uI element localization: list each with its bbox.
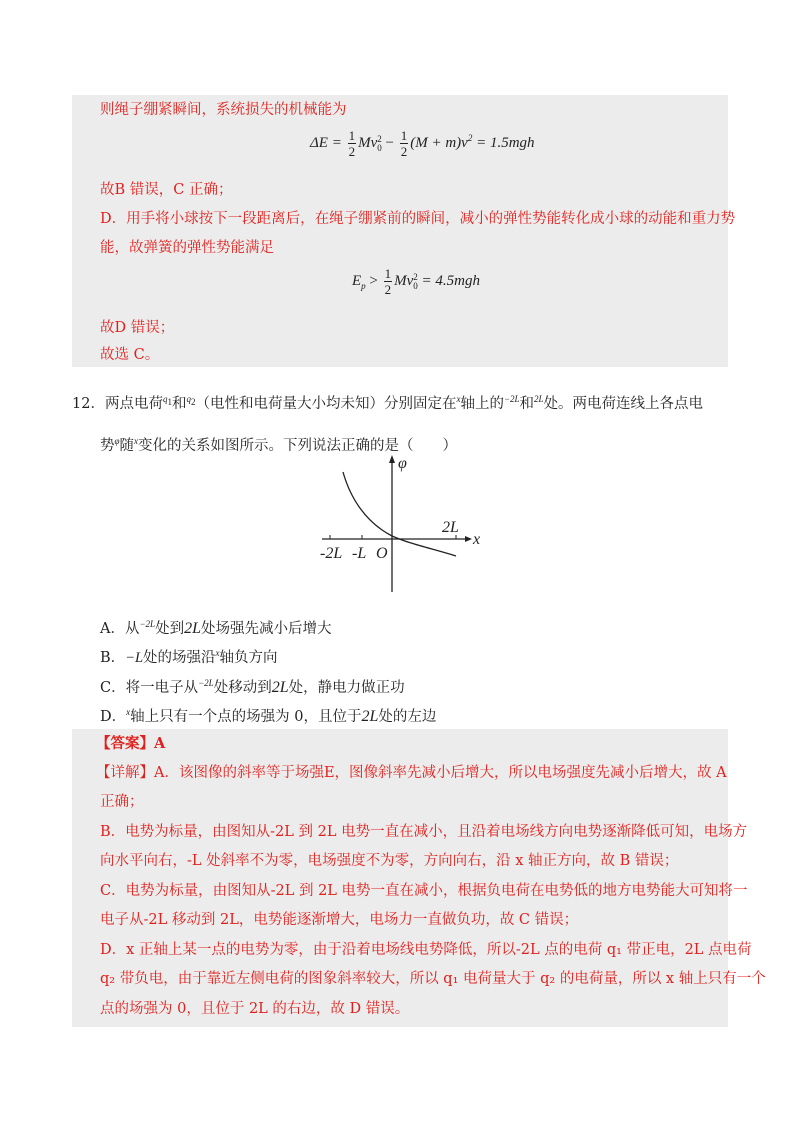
question-stem-line1: 12．两点电荷$^{q_1}$和$^{q_2}$（电性和电荷量大小均未知）分别固定在$^x$轴上的$^{-2L}$和$^{2L}$处。两电荷连线上各点电 [72,394,704,412]
x-axis-arrow [465,536,472,542]
text-line: D．用手将小球按下一段距离后，在绳子绷紧前的瞬间，减小的弹性势能转化成小球的动能和重力势 [100,211,736,227]
text-line: 故B 错误，C 正确； [100,182,233,198]
label-2L: 2L [442,519,459,536]
potential-graph [310,452,500,597]
fraction: $\frac{1}{2}$ [384,266,392,297]
label-mL: -L [352,545,367,562]
answer-label: 【答案】A [96,735,166,752]
option-d[interactable]: D．$^x$轴上只有一个点的场强为 0，且位于2L处的左边 [100,707,437,725]
text-line: 则绳子绷紧瞬间，系统损失的机械能为 [100,102,347,118]
label-phi: φ [398,455,407,472]
equation-energy-loss: ΔE = $\frac{1}{2}$ Mv 2 0 − $\frac{1}{2}$ $(M + m)v^2 = 1.5mgh$ [310,128,535,159]
option-b[interactable]: B．−L处的场强沿$^x$轴负方向 [100,648,278,666]
explanation-line: B．电势为标量，由图知从-2L 到 2L 电势一直在减小，且沿着电场线方向电势逐渐降低可知，电场方 [100,824,748,840]
y-axis-arrow [389,455,395,463]
fraction: $\frac{1}{2}$ [348,128,356,159]
option-c[interactable]: C．将一电子从$^{-2L}$处移动到2L处，静电力做正功 [100,678,405,696]
question-stem-line2: 势$^\varphi$随$^x$变化的关系如图所示。下列说法正确的是（ ） [100,436,457,454]
explanation-line: 正确； [100,794,144,810]
equation-elastic-energy: $E_p$ > $\frac{1}{2}$ Mv 2 0 = 4.5mgh [352,266,481,297]
explanation-line: C．电势为标量，由图知从-2L 到 2L 电势一直在减小，根据负电荷在电势低的地方电势能大可知将一 [100,883,748,899]
option-a[interactable]: A．从$^{-2L}$处到2L处场强先减小后增大 [100,619,332,637]
explanation-line: 电子从-2L 移动到 2L，电势能逐渐增大，电场力一直做负功，故 C 错误； [100,912,579,928]
label-O: O [376,545,388,562]
explanation-line: D．x 正轴上某一点的电势为零，由于沿着电场线电势降低，所以-2L 点的电荷 q₁ 带正电，2L 点电荷 [100,942,752,958]
eq-lhs: ΔE = [310,134,342,151]
text-line: 故选 C。 [100,347,160,363]
text-line: 能，故弹簧的弹性势能满足 [100,240,274,256]
fraction: $\frac{1}{2}$ [400,128,408,159]
explanation-line: 点的场强为 0，且位于 2L 的右边，故 D 错误。 [100,1001,410,1017]
question-number: 12． [72,395,105,412]
text-line: 故D 错误； [100,320,175,336]
explanation-line: q₂ 带负电，由于靠近左侧电荷的图象斜率较大，所以 q₁ 电荷量大于 q₂ 的电荷量，所以 x 轴上只有一个 [100,971,766,987]
explanation-line: 向水平向右，-L 处斜率不为零，电场强度不为零，方向向右，沿 x 轴正方向，故 B 错误； [100,853,679,869]
label-x: x [473,531,481,548]
potential-curve [343,472,456,556]
explanation-line: 【详解】A．该图像的斜率等于场强E，图像斜率先减小后增大，所以电场强度先减小后增大，故 A [96,765,727,781]
label-m2L: -2L [320,545,343,562]
